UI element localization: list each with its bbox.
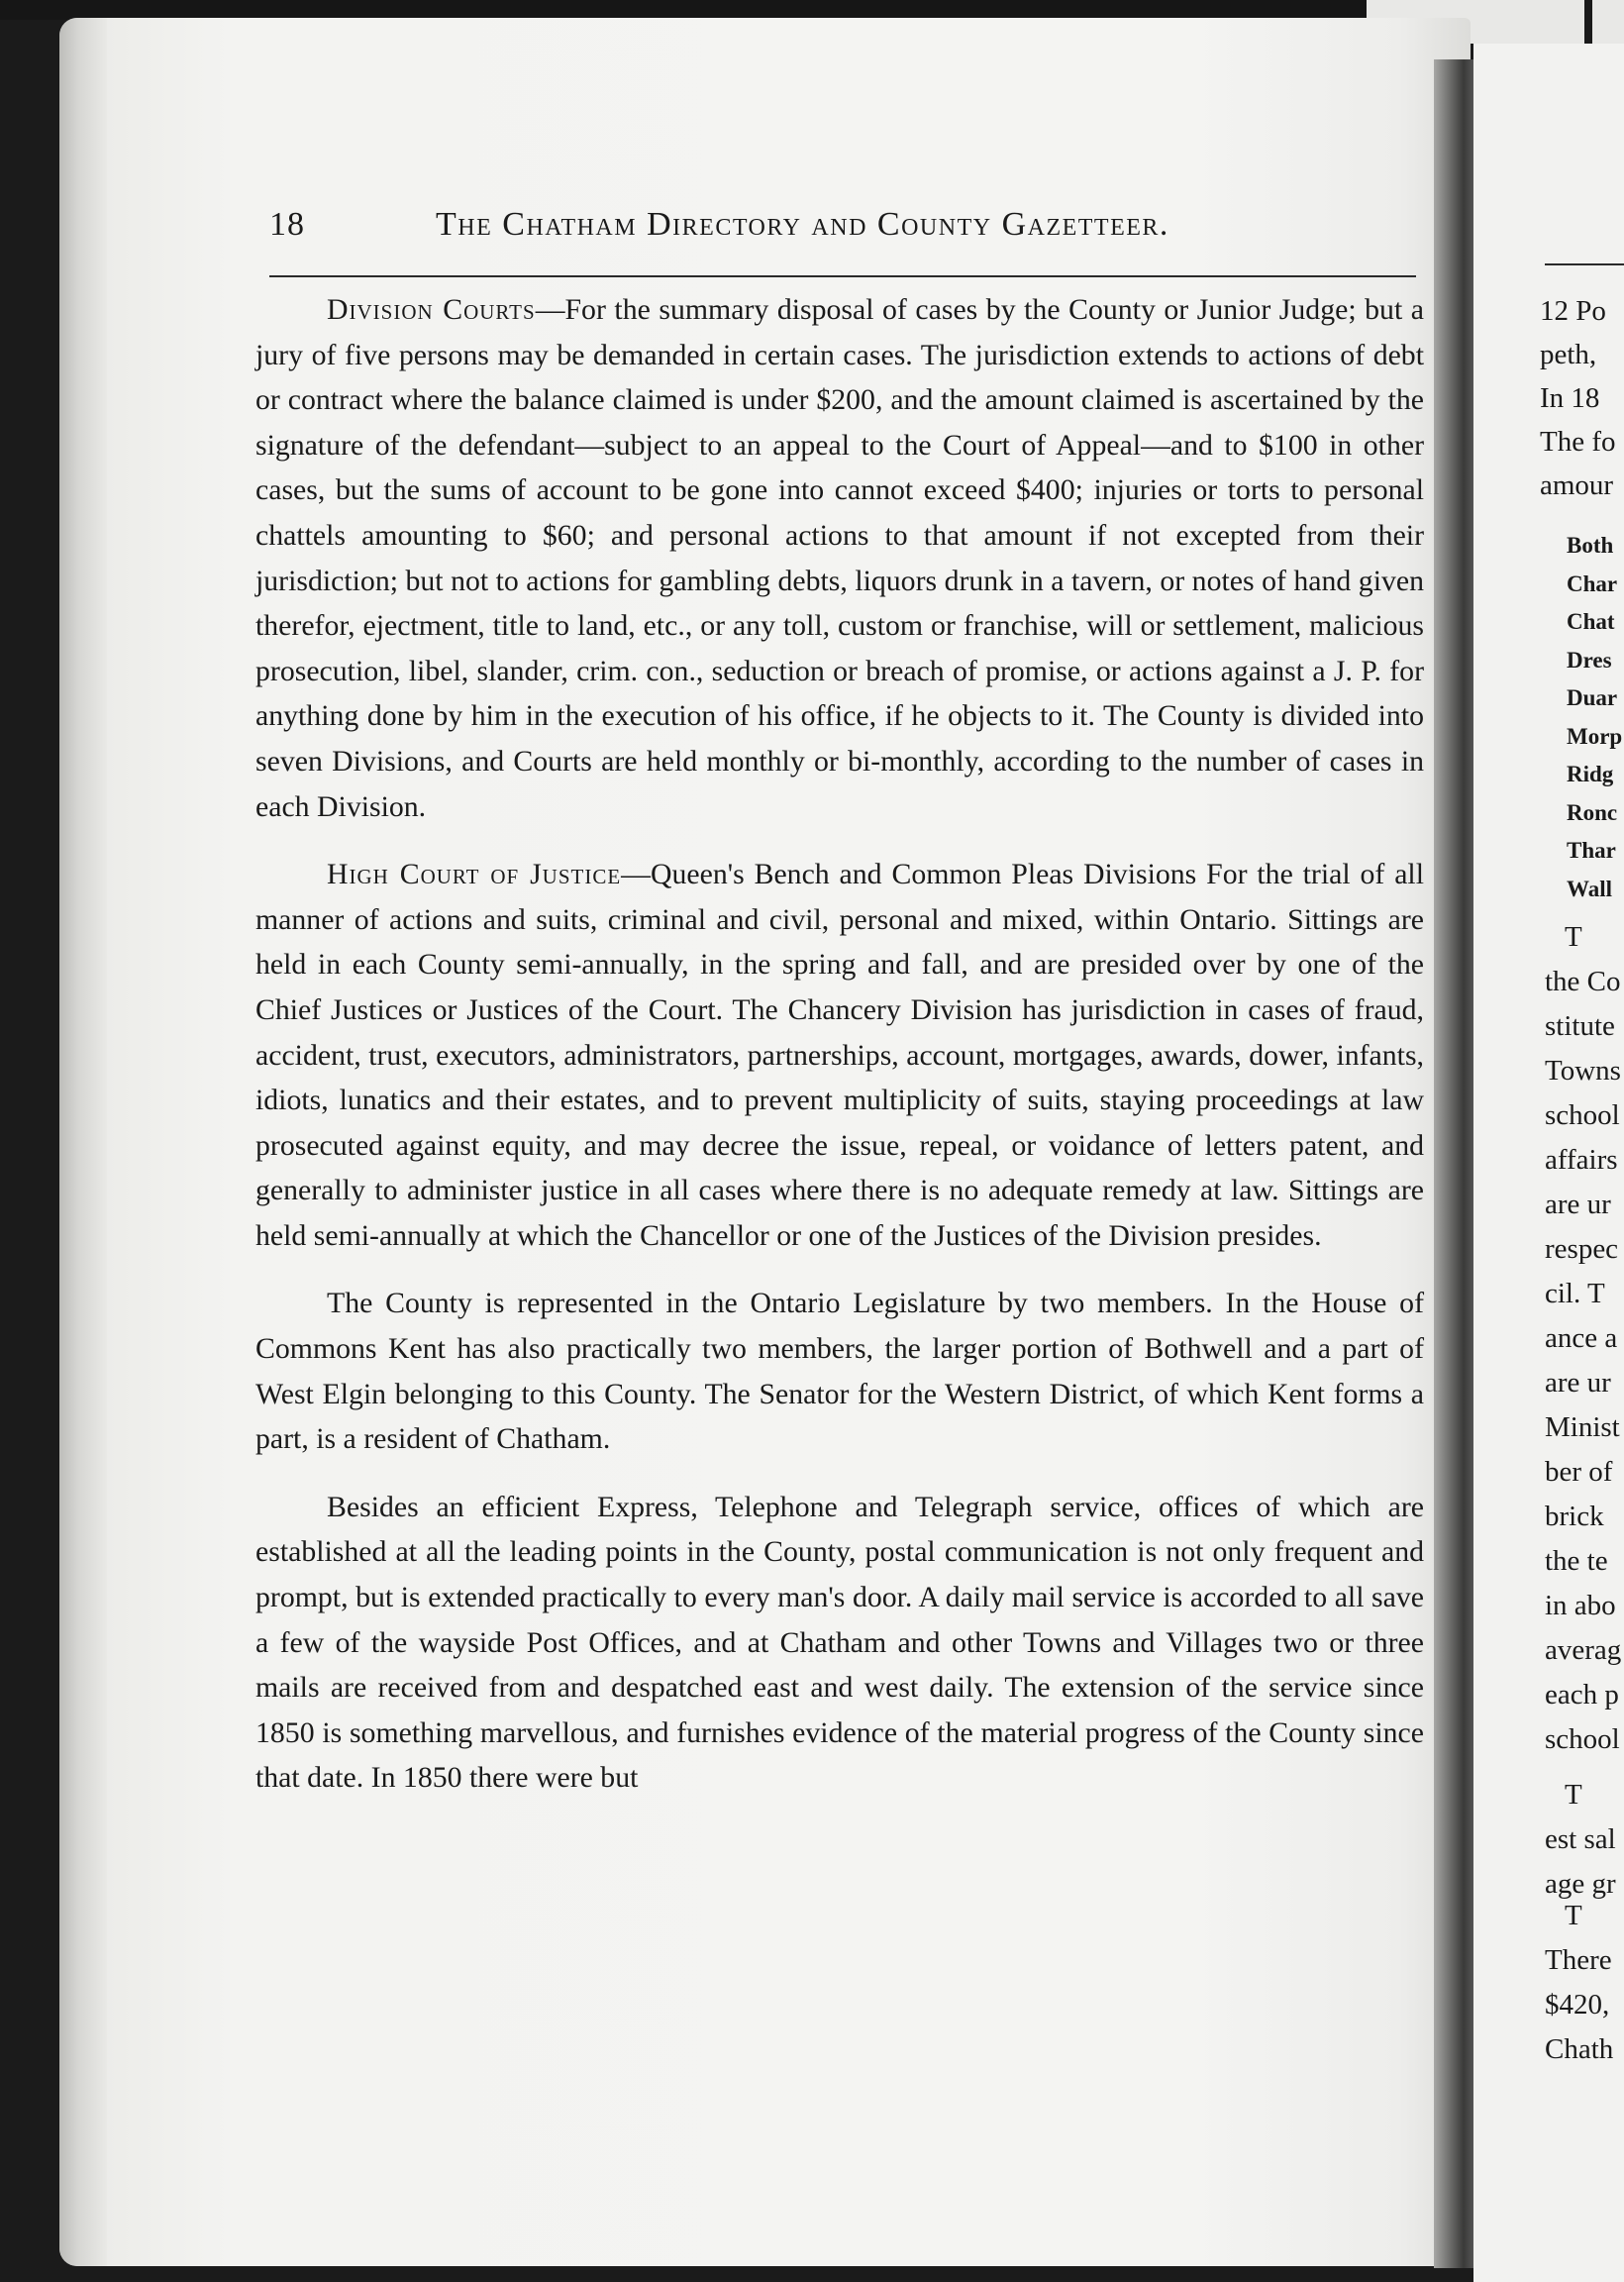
right-page-line: The fo xyxy=(1540,426,1616,458)
right-page-line: averag xyxy=(1545,1634,1622,1666)
right-page-line: T xyxy=(1565,1779,1582,1811)
right-page-line: Thar xyxy=(1567,838,1616,863)
right-page-line: the Co xyxy=(1545,966,1621,997)
right-page-line: stitute xyxy=(1545,1010,1615,1042)
right-page-line: est sal xyxy=(1545,1823,1616,1855)
running-title: The Chatham Directory and County Gazetteer. xyxy=(436,206,1169,243)
right-page-line: Dres xyxy=(1567,647,1612,673)
right-page-line: Ridg xyxy=(1567,762,1614,786)
right-page-line: school xyxy=(1545,1099,1620,1131)
right-page-line: in abo xyxy=(1545,1590,1616,1621)
right-page-line: ance a xyxy=(1545,1322,1618,1354)
right-page-line: age gr xyxy=(1545,1868,1616,1900)
paragraph-representation xyxy=(255,1281,1424,1461)
paragraph-high-court xyxy=(255,852,1424,1258)
right-page-line: T xyxy=(1565,1900,1582,1931)
right-page-line: peth, xyxy=(1540,339,1597,370)
right-page-line: Morp xyxy=(1567,723,1623,749)
right-header-rule xyxy=(1545,263,1624,265)
right-page-line: are ur xyxy=(1545,1367,1611,1399)
right-page-line: Chat xyxy=(1567,609,1615,634)
page-header xyxy=(269,198,1418,263)
right-page-line: There xyxy=(1545,1944,1612,1976)
paragraph-lead: Division Courts xyxy=(327,293,536,326)
header-rule xyxy=(269,275,1416,277)
paragraph-text: —For the summary disposal of cases by the County or Junior Judge; but a jury of five persons may be demanded in certain cases. The jurisdiction extends to actions of debt or contract where the balance claimed is under $200, and the amount claimed is ascertained by the signature of the defendant—subject to an appeal to the Court of Appeal—and to $100 in other cases, but the sums of account to be gone into cannot exceed $400; injuries or torts to personal chattels amounting to $60; and personal actions to that amount if not excepted from their jurisdiction; but not to actions for gambling debts, liquors drunk in a tavern, or notes of hand given therefor, ejectment, title to land, etc., or any toll, custom or franchise, will or settlement, malicious prosecution, libel, slander, crim. con., seduction or breach of promise, or actions against a J. P. for anything done by him in the execution of his office, if he objects to it. The County is divided into seven Divisions, and Courts are held monthly or bi-monthly, according to the number of cases in each Division. xyxy=(255,293,1424,823)
right-page-line: cil. T xyxy=(1545,1278,1605,1309)
right-page-line: $420, xyxy=(1545,1989,1610,2021)
book-gutter xyxy=(1434,59,1473,2268)
paragraph-postal-service xyxy=(255,1485,1424,1801)
right-page-line: In 18 xyxy=(1540,382,1600,414)
paragraph-text: The County is represented in the Ontario Legislature by two members. In the House of Commons Kent has also practically two members, the larger portion of Bothwell and a part of West Elgin belonging to this County. The Senator for the Western District, of which Kent forms a part, is a resident of Chatham. xyxy=(255,1287,1424,1456)
right-page-line: are ur xyxy=(1545,1189,1611,1220)
scan-clip xyxy=(1584,0,1592,44)
right-page-line: brick xyxy=(1545,1501,1604,1532)
right-page-line: T xyxy=(1565,921,1582,953)
body-text xyxy=(255,287,1424,1823)
paragraph-lead: High Court of Justice xyxy=(327,858,622,891)
paragraph-text: Besides an efficient Express, Telephone and Telegraph service, offices of which are established at all the leading points in the County, postal communication is not only frequent and prompt, but is extended practically to every man's door. A daily mail service is accorded to all save a few of the wayside Post Offices, and at Chatham and other Towns and Villages two or three mails are received from and despatched east and west daily. The extension of the service since 1850 is something marvellous, and furnishes evidence of the material progress of the County since that date. In 1850 there were but xyxy=(255,1490,1424,1795)
right-page-line: amour xyxy=(1540,469,1614,501)
right-page-line: respec xyxy=(1545,1233,1619,1265)
page-edge xyxy=(59,18,107,2266)
right-page-line: Duar xyxy=(1567,685,1618,710)
right-page-line: Both xyxy=(1567,533,1614,558)
right-page-line: Minist xyxy=(1545,1411,1620,1443)
right-page-line: school xyxy=(1545,1723,1620,1755)
paragraph-text: —Queen's Bench and Common Pleas Divisions For the trial of all manner of actions and suits, criminal and civil, personal and mixed, within Ontario. Sittings are held in each County semi-annually, in the spring and fall, and are presided over by one of the Chief Justices or Justices of the Court. The Chancery Division has jurisdiction in cases of fraud, accident, trust, executors, administrators, partnerships, account, mortgages, awards, dower, infants, idiots, lunatics and their estates, and to prevent multiplicity of suits, staying proceedings at law prosecuted against equity, and may decree the issue, repeal, or voidance of letters patent, and generally to administer justice in all cases where there is no adequate remedy at law. Sittings are held semi-annually at which the Chancellor or one of the Justices of the Division presides. xyxy=(255,858,1424,1252)
right-page-line: affairs xyxy=(1545,1144,1618,1176)
paragraph-division-courts xyxy=(255,287,1424,829)
page-number: 18 xyxy=(269,206,305,243)
right-page-line: Wall xyxy=(1567,876,1613,901)
right-page-line: Char xyxy=(1567,570,1618,596)
right-page-line: Chath xyxy=(1545,2033,1614,2065)
scan-border-top xyxy=(0,0,1624,20)
right-page-line: Ronc xyxy=(1567,799,1618,825)
right-page-line: each p xyxy=(1545,1679,1619,1711)
right-page-line: the te xyxy=(1545,1545,1608,1577)
right-page-line: ber of xyxy=(1545,1456,1613,1488)
right-page-line: Towns xyxy=(1545,1055,1621,1087)
right-page-line: 12 Po xyxy=(1540,295,1606,327)
